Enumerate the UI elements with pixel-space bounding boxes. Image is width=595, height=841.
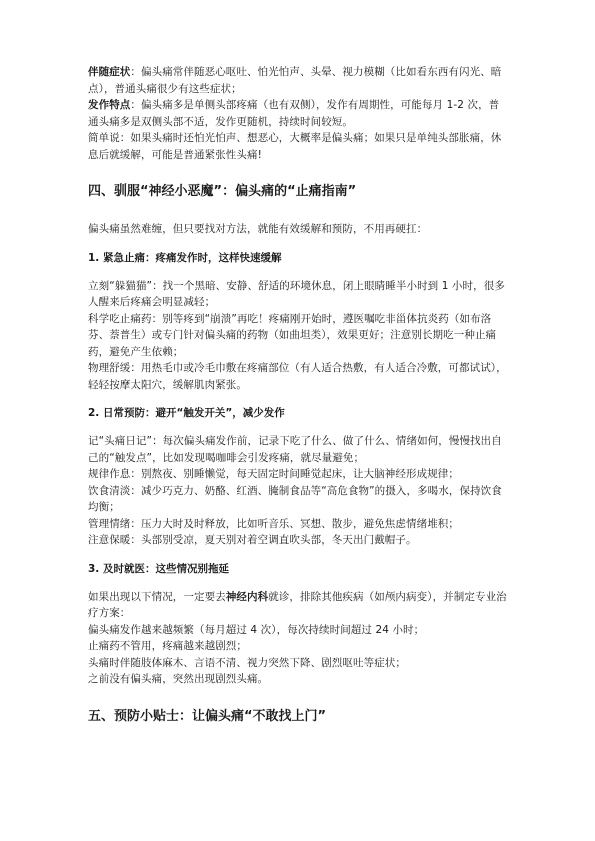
pattern-text: ：偏头痛多是单侧头部疼痛（也有双侧），发作有周期性，可能每月 1-2 次，普通头痛多是双侧头部不适，发作更随机，持续时间较短。 (88, 99, 500, 128)
sub2-line: 管理情绪：压力大时及时释放，比如听音乐、冥想、散步，避免焦虑情绪堆积； (88, 517, 459, 530)
document-body (88, 64, 508, 726)
pattern-label: 发作特点 (88, 99, 131, 111)
sub2-line: 记“头痛日记”：每次偏头痛发作前，记录下吃了什么、做了什么、情绪如何，慢慢找出自己的“触发点”，比如发现喝咖啡会引发疼痛，就尽量避免； (88, 435, 502, 464)
pattern-paragraph (88, 97, 508, 130)
section4-intro: 偏头痛虽然难缠，但只要找对方法，就能有效缓解和预防，不用再硬扛： (88, 223, 428, 235)
sub3-intro-pre: 如果出现以下情况，一定要去 (88, 590, 226, 603)
section5-heading: 五、预防小贴士：让偏头痛“不敢找上门” (88, 708, 327, 724)
sub3-line: 止痛药不管用，疼痛越来越剧烈； (88, 640, 247, 652)
sub3-line: 偏头痛发作越来越频繁（每月超过 4 次），每次持续时间超过 24 小时； (88, 623, 425, 636)
sub3-intro-bold: 神经内科 (225, 590, 269, 603)
symptoms-label: 伴随症状 (88, 66, 131, 78)
sub3-intro-post: 就诊，排除其他疾病（如颅内病变），并制定专业治疗方案： (88, 590, 507, 619)
sub1-line: 立刻“躲猫猫”：找一个黑暗、安静、舒适的环境休息，闭上眼睛睡半小时到 1 小时，很多人醒来后疼痛会明显减轻； (88, 279, 505, 308)
sub3-line: 之前没有偏头痛，突然出现剧烈头痛。 (88, 673, 269, 685)
sub2-line: 注意保暖：头部别受凉，夏天别对着空调直吹头部，冬天出门戴帽子。 (88, 534, 417, 546)
sub2-line: 规律作息：别熬夜、别睡懒觉，每天固定时间睡觉起床，让大脑神经形成规律； (88, 468, 459, 480)
symptoms-text: ：偏头痛常伴随恶心呕吐、怕光怕声、头晕、视力模糊（比如看东西有闪光、暗点），普通头痛很少有这些症状； (88, 66, 502, 95)
sub1-line: 科学吃止痛药：别等疼到“崩溃”再吃！疼痛刚开始时，遵医嘱吃非甾体抗炎药（如布洛芬、萘普生）或专门针对偏头痛的药物（如曲坦类），效果更好；注意别长期吃一种止痛药，避免产生依赖； (88, 312, 497, 358)
section4-heading: 四、驯服“神经小恶魔”：偏头痛的“止痛指南” (88, 184, 357, 199)
sub3-line: 头痛时伴随肢体麻木、言语不清、视力突然下降、剧烈呕吐等症状； (88, 656, 406, 669)
sub3-intro (88, 589, 508, 622)
sub2-line: 饮食清淡：减少巧克力、奶酪、红酒、腌制食品等“高危食物”的摄入，多喝水，保持饮食均衡； (88, 484, 502, 513)
sub3-heading: 3. 及时就医：这些情况别拖延 (88, 562, 229, 575)
summary-paragraph: 简单说：如果头痛时还怕光怕声、想恶心，大概率是偏头痛；如果只是单纯头部胀痛，休息后就缓解，可能是普通紧张性头痛! (88, 132, 502, 161)
sub1-line: 物理舒缓：用热毛巾或冷毛巾敷在疼痛部位（有人适合热敷，有人适合冷敷，可都试试），轻轻按摩太阳穴，缓解肌肉紧张。 (88, 362, 507, 391)
sub1-heading: 1. 紧急止痛：疼痛发作时，这样快速缓解 (88, 251, 282, 264)
symptoms-paragraph (88, 64, 508, 97)
sub2-heading: 2. 日常预防：避开“触发开关”，减少发作 (88, 407, 285, 419)
